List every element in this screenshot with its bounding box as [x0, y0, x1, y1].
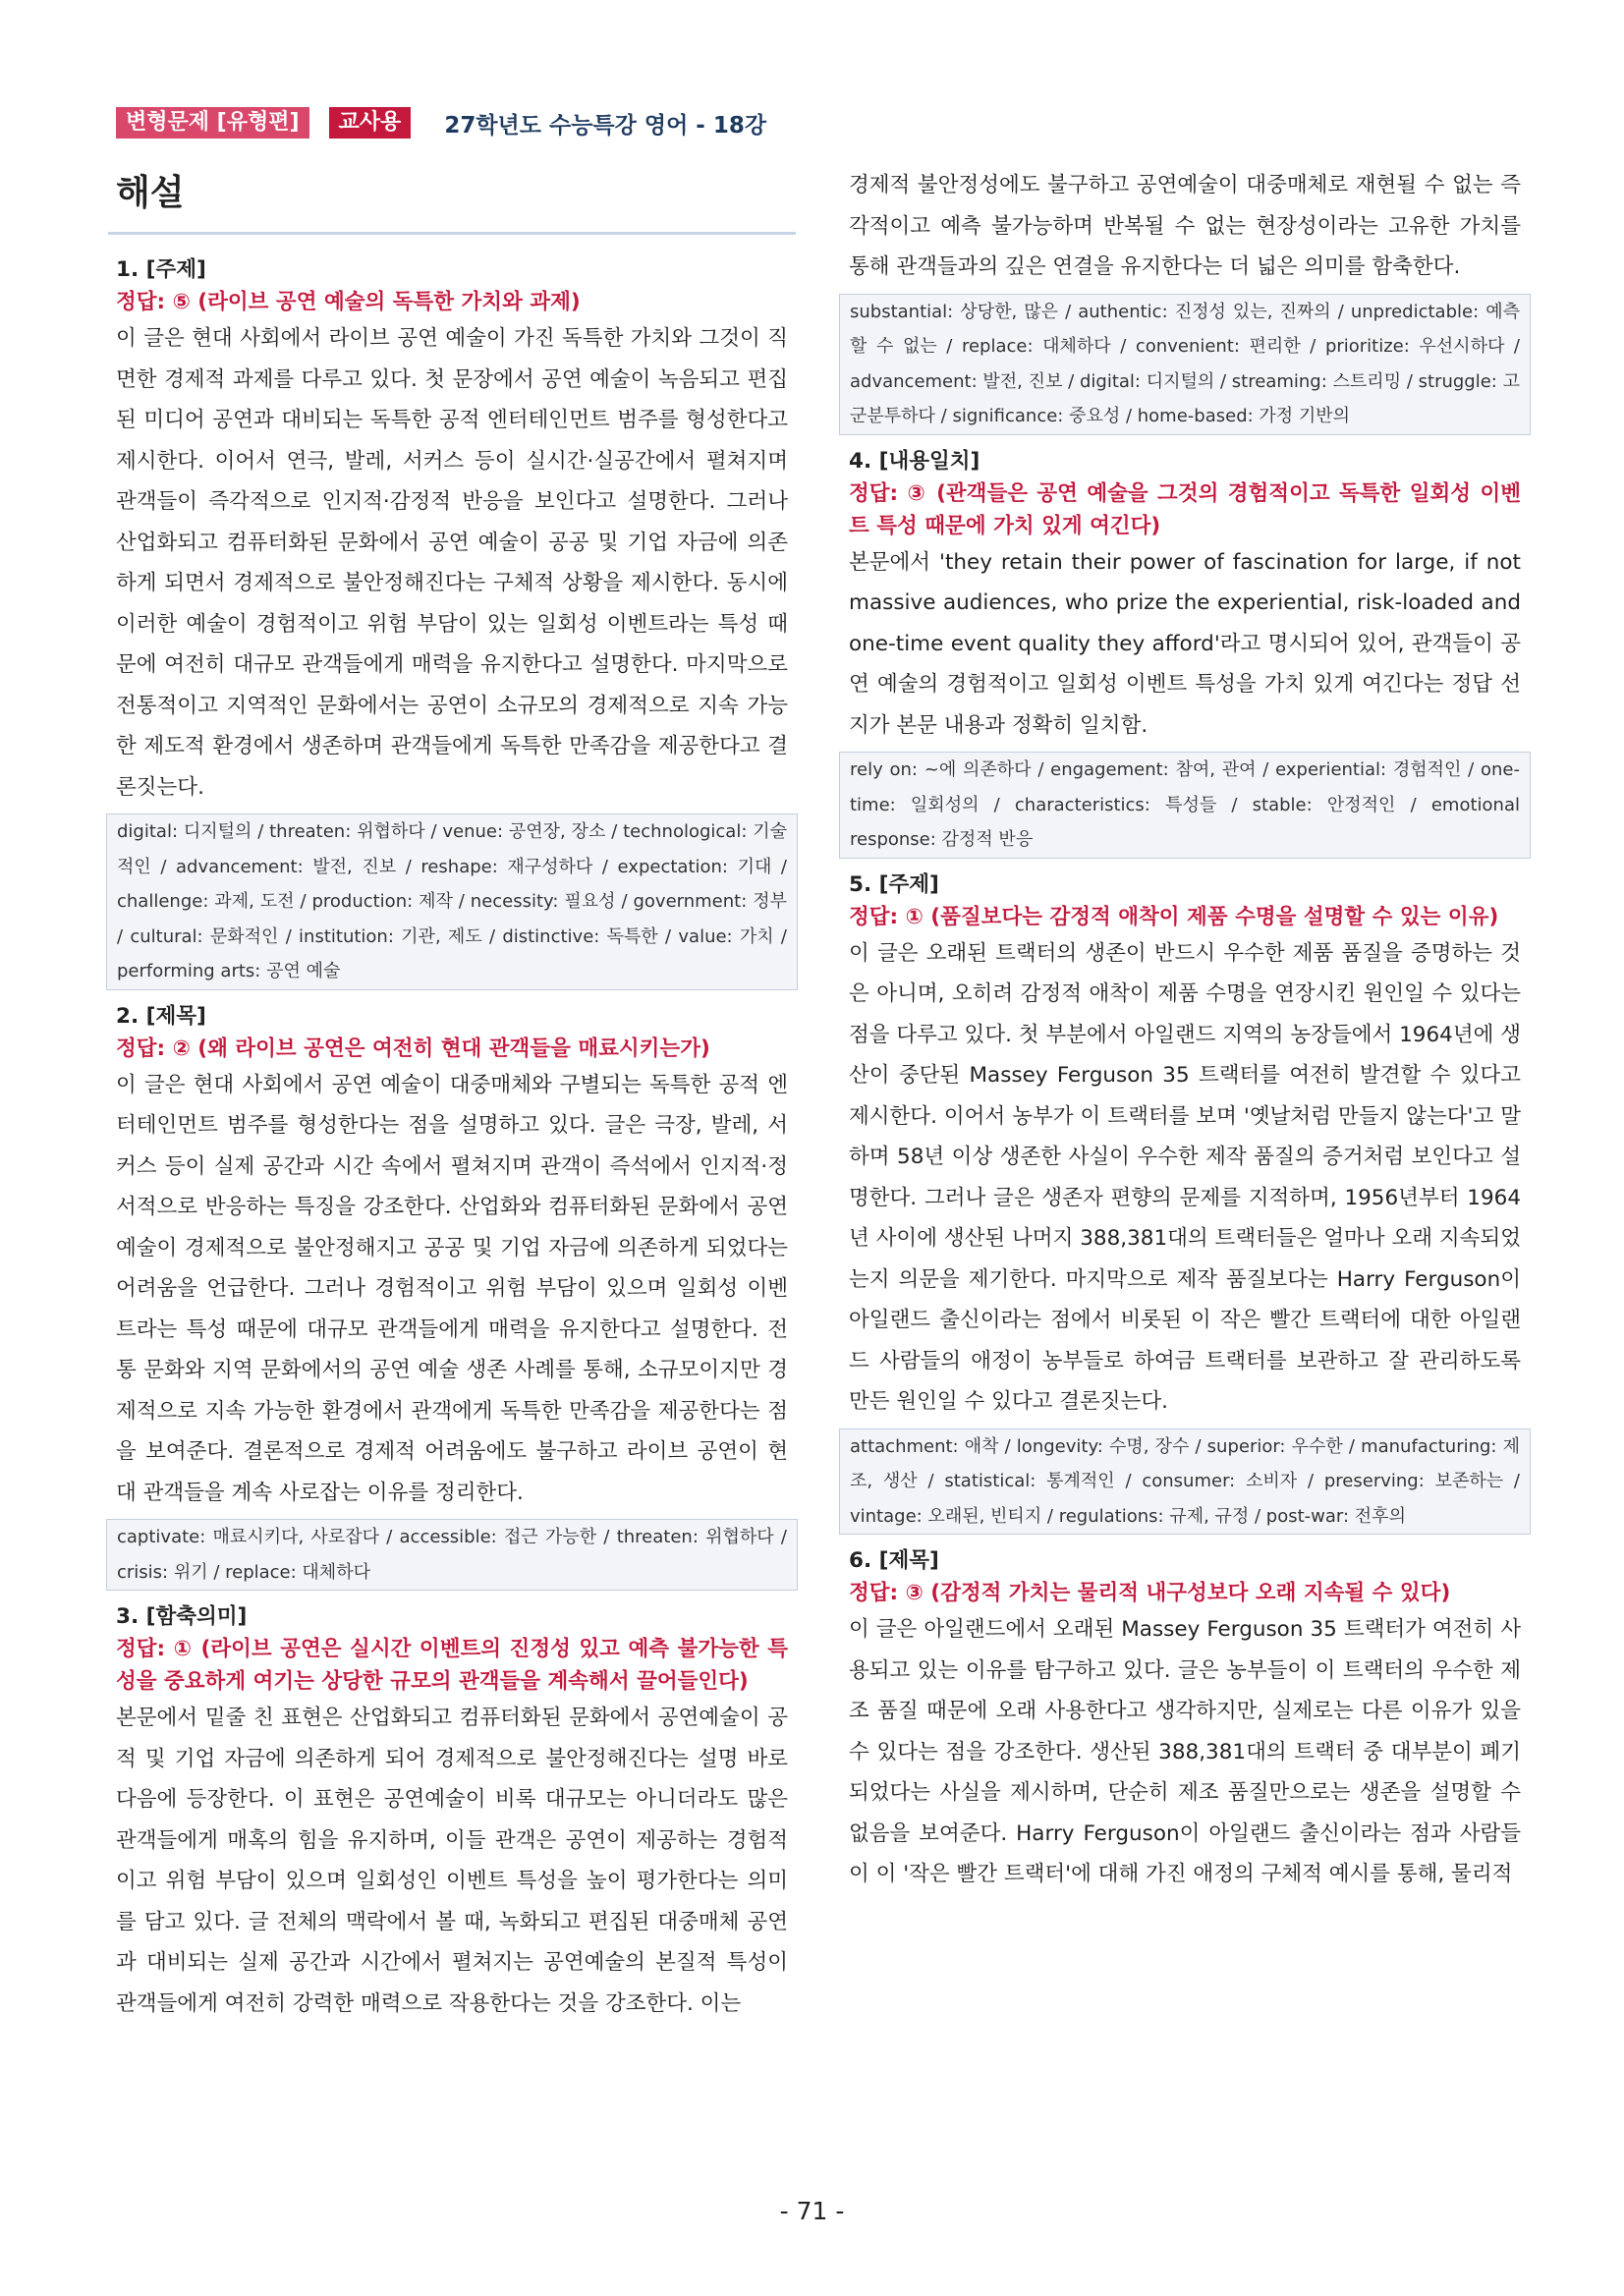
- left-column: [116, 253, 788, 2024]
- question-6-section: [849, 1544, 1521, 1895]
- question-1-explanation: 이 글은 현대 사회에서 라이브 공연 예술이 가진 독특한 가치와 그것이 직면한 경제적 과제를 다루고 있다. 첫 문장에서 공연 예술이 녹음되고 편집된 미디어 공연과 대비되는 독특한 공적 엔터테인먼트 범주를 형성한다고 제시한다. 이어서 연극, 발레, 서커스 등이 실시간·실공간에서 펼쳐지며 관객들이 즉각적으로 인지적·감정적 반응을 보인다고 설명한다. 그러나 산업화되고 컴퓨터화된 문화에서 공연 예술이 공공 및 기업 자금에 의존하게 되면서 경제적으로 불안정해진다는 구체적 상황을 제시한다. 동시에 이러한 예술이 경험적이고 위험 부담이 있는 일회성 이벤트라는 특성 때문에 여전히 대규모 관객들에게 매력을 유지한다고 설명한다. 마지막으로 전통적이고 지역적인 문화에서는 공연이 소규모의 경제적으로 지속 가능한 제도적 환경에서 생존하며 관객들에게 독특한 만족감을 제공한다고 결론짓는다.: [116, 326, 788, 800]
- question-6-heading: 6. [제목]: [849, 1548, 939, 1573]
- question-5-section: [849, 868, 1521, 1536]
- heading-divider: [108, 232, 796, 235]
- right-column: [849, 165, 1521, 1895]
- question-5-vocab-box: attachment: 애착 / longevity: 수명, 장수 / superior: 우수한 / manufacturing: 제조, 생산 / statistical: 통계적인 / consumer: 소비자 / preserving: 보존하는 / vintage: 오래된, 빈티지 / regulations: 규제, 규정 / post-war: 전후의: [839, 1428, 1531, 1536]
- question-2-section: [116, 1000, 788, 1592]
- question-1-vocab-box: digital: 디지털의 / threaten: 위협하다 / venue: 공연장, 장소 / technological: 기술적인 / advancement: 발전, 진보 / reshape: 재구성하다 / expectation: 기대 / challenge: 과제, 도전 / production: 제작 / necessity: 필요성 / government: 정부 / cultural: 문화적인 / institution: 기관, 제도 / distinctive: 독특한 / value: 가치 / performing arts: 공연 예술: [106, 813, 798, 990]
- question-3-explanation-continued: 경제적 불안정성에도 불구하고 공연예술이 대중매체로 재현될 수 없는 즉각적이고 예측 불가능하며 반복될 수 없는 현장성이라는 고유한 가치를 통해 관객들과의 깊은 연결을 유지한다는 더 넓은 의미를 함축한다.: [849, 173, 1521, 279]
- question-5-heading: 5. [주제]: [849, 871, 939, 897]
- question-3-continued: [849, 165, 1521, 435]
- question-4-section: [849, 445, 1521, 859]
- question-1-section: [116, 253, 788, 990]
- question-5-explanation: 이 글은 오래된 트랙터의 생존이 반드시 우수한 제품 품질을 증명하는 것은 아니며, 오히려 감정적 애착이 제품 수명을 연장시킨 원인일 수 있다는 점을 다루고 있다. 첫 부분에서 아일랜드 지역의 농장들에서 1964년에 생산이 중단된 Massey Ferguson 35 트랙터를 여전히 발견할 수 있다고 제시한다. 이어서 농부가 이 트랙터를 보며 '옛날처럼 만들지 않는다'고 말하며 58년 이상 생존한 사실이 우수한 제작 품질의 증거처럼 보인다고 설명한다. 그러나 글은 생존자 편향의 문제를 지적하며, 1956년부터 1964년 사이에 생산된 나머지 388,381대의 트랙터들은 얼마나 오래 지속되었는지 의문을 제기한다. 마지막으로 제작 품질보다는 Harry Ferguson이 아일랜드 출신이라는 점에서 비롯된 이 작은 빨간 트랙터에 대한 아일랜드 사람들의 애정이 농부들로 하여금 트랙터를 보관하고 잘 관리하도록 만든 원인일 수 있다고 결론짓는다.: [849, 940, 1521, 1414]
- question-5-answer: 정답: ① (품질보다는 감정적 애착이 제품 수명을 설명할 수 있는 이유): [849, 904, 1499, 929]
- question-6-explanation: 이 글은 아일랜드에서 오래된 Massey Ferguson 35 트랙터가 여전히 사용되고 있는 이유를 탐구하고 있다. 글은 농부들이 이 트랙터의 우수한 제조 품질 때문에 오래 사용한다고 생각하지만, 실제로는 다른 이유가 있을 수 있다는 점을 강조한다. 생산된 388,381대의 트랙터 중 대부분이 폐기되었다는 사실을 제시하며, 단순히 제조 품질만으로는 생존을 설명할 수 없음을 보여준다. Harry Ferguson이 아일랜드 출신이라는 점과 사람들이 이 '작은 빨간 트랙터'에 대해 가진 애정의 구체적 예시를 통해, 물리적: [849, 1617, 1521, 1886]
- header-title: 27학년도 수능특강 영어 - 18강: [444, 112, 767, 139]
- question-4-vocab-box: rely on: ~에 의존하다 / engagement: 참여, 관여 / experiential: 경험적인 / one-time: 일회성의 / characteristics: 특성들 / stable: 안정적인 / emotional response: 감정적 반응: [839, 752, 1531, 859]
- question-3-explanation: 본문에서 밑줄 친 표현은 산업화되고 컴퓨터화된 문화에서 공연예술이 공적 및 기업 자금에 의존하게 되어 경제적으로 불안정해진다는 설명 바로 다음에 등장한다. 이 표현은 공연예술이 비록 대규모는 아니더라도 많은 관객들에게 매혹의 힘을 유지하며, 이들 관객은 공연이 제공하는 경험적이고 위험 부담이 있으며 일회성인 이벤트 특성을 높이 평가한다는 의미를 담고 있다. 글 전체의 맥락에서 볼 때, 녹화되고 편집된 대중매체 공연과 대비되는 실제 공간과 시간에서 펼쳐지는 공연예술의 본질적 특성이 관객들에게 여전히 강력한 매력으로 작용한다는 것을 강조한다. 이는: [116, 1706, 788, 2016]
- question-2-heading: 2. [제목]: [116, 1003, 206, 1029]
- question-3-vocab-box: substantial: 상당한, 많은 / authentic: 진정성 있는, 진짜의 / unpredictable: 예측할 수 없는 / replace: 대체하다 / convenient: 편리한 / prioritize: 우선시하다 / advancement: 발전, 진보 / digital: 디지털의 / streaming: 스트리밍 / struggle: 고군분투하다 / significance: 중요성 / home-based: 가정 기반의: [839, 294, 1531, 435]
- question-4-heading: 4. [내용일치]: [849, 448, 980, 474]
- teacher-tag: 교사용: [329, 107, 412, 139]
- type-tag: 변형문제 [유형편]: [116, 107, 309, 139]
- question-2-explanation: 이 글은 현대 사회에서 공연 예술이 대중매체와 구별되는 독특한 공적 엔터테인먼트 범주를 형성한다는 점을 설명하고 있다. 글은 극장, 발레, 서커스 등이 실제 공간과 시간 속에서 펼쳐지며 관객이 즉석에서 인지적·정서적으로 반응하는 특징을 강조한다. 산업화와 컴퓨터화된 문화에서 공연 예술이 경제적으로 불안정해지고 공공 및 기업 자금에 의존하게 되었다는 어려움을 언급한다. 그러나 경험적이고 위험 부담이 있으며 일회성 이벤트라는 특성 때문에 대규모 관객들에게 매력을 유지한다고 설명한다. 전통 문화와 지역 문화에서의 공연 예술 생존 사례를 통해, 소규모이지만 경제적으로 지속 가능한 환경에서 관객에게 독특한 만족감을 제공한다는 점을 보여준다. 결론적으로 경제적 어려움에도 불구하고 라이브 공연이 현대 관객들을 계속 사로잡는 이유를 정리한다.: [116, 1072, 788, 1505]
- question-2-answer: 정답: ② (왜 라이브 공연은 여전히 현대 관객들을 매료시키는가): [116, 1036, 710, 1061]
- question-1-answer: 정답: ⑤ (라이브 공연 예술의 독특한 가치와 과제): [116, 290, 581, 314]
- question-2-vocab-box: captivate: 매료시키다, 사로잡다 / accessible: 접근 가능한 / threaten: 위협하다 / crisis: 위기 / replace: 대체하다: [106, 1519, 798, 1591]
- question-3-heading: 3. [함축의미]: [116, 1604, 248, 1629]
- question-3-section: [116, 1600, 788, 2024]
- page-heading: 해설: [116, 173, 185, 213]
- question-6-answer: 정답: ③ (감정적 가치는 물리적 내구성보다 오래 지속될 수 있다): [849, 1581, 1451, 1605]
- question-4-explanation: 본문에서 'they retain their power of fascination for large, if not massive audiences, who prize the experiential, risk-loaded and one-time event quality they afford'라고 명시되어 있어, 관객들이 공연 예술의 경험적이고 일회성 이벤트 특성을 가치 있게 여긴다는 정답 선지가 본문 내용과 정확히 일치함.: [849, 549, 1521, 738]
- question-1-heading: 1. [주제]: [116, 257, 206, 282]
- page-number: - 71 -: [779, 2197, 845, 2225]
- question-3-answer: 정답: ① (라이브 공연은 실시간 이벤트의 진정성 있고 예측 불가능한 특성을 중요하게 여기는 상당한 규모의 관객들을 계속해서 끌어들인다): [116, 1637, 788, 1694]
- question-4-answer: 정답: ③ (관객들은 공연 예술을 그것의 경험적이고 독특한 일회성 이벤트 특성 때문에 가치 있게 여긴다): [849, 480, 1521, 538]
- page-header: [116, 106, 766, 140]
